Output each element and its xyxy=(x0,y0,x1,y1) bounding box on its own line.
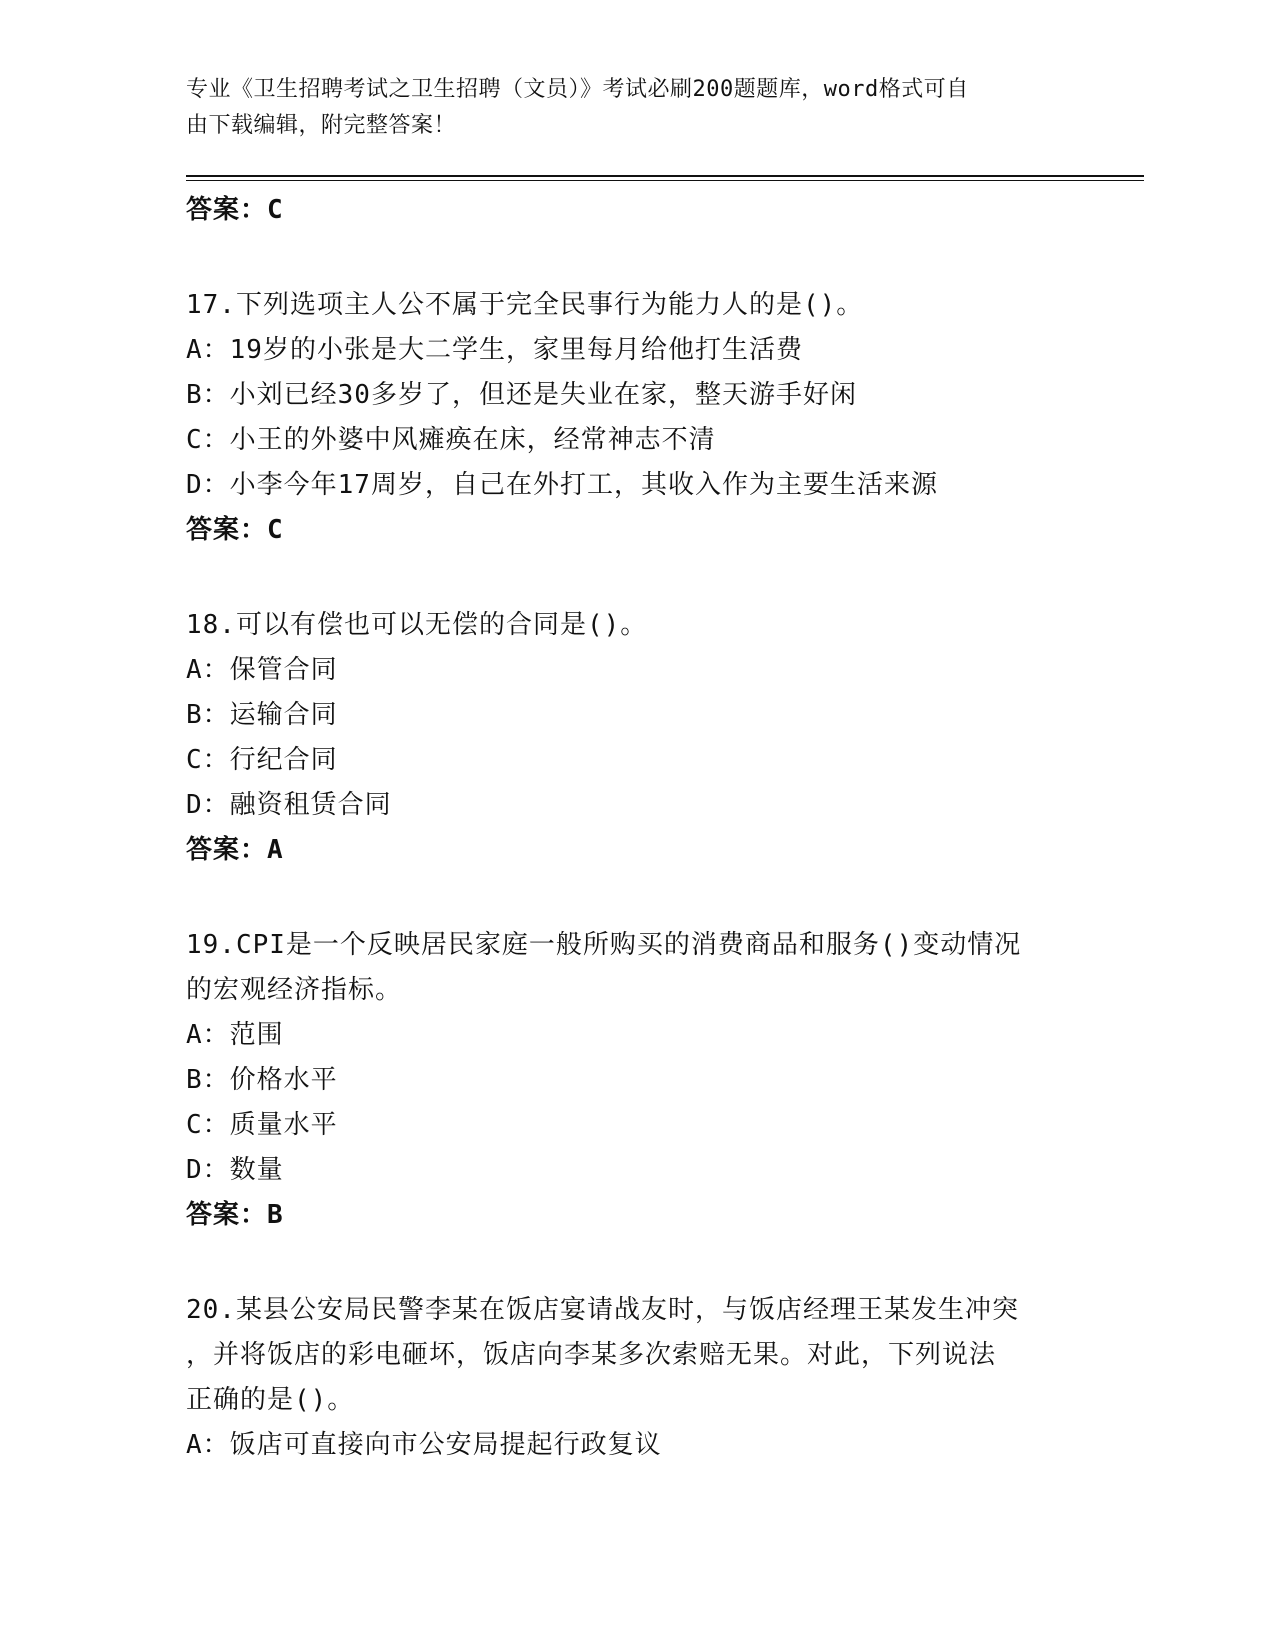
option-c: C：质量水平 xyxy=(186,1110,338,1140)
header-divider-thick xyxy=(186,175,1144,177)
question-block xyxy=(186,283,1066,553)
question-block xyxy=(186,603,1066,873)
option-b: B：小刘已经30多岁了，但还是失业在家，整天游手好闲 xyxy=(186,380,857,410)
spacer xyxy=(186,873,1066,923)
option-c: C：行纪合同 xyxy=(186,745,338,775)
spacer xyxy=(186,233,1066,283)
question-stem: 20.某县公安局民警李某在饭店宴请战友时，与饭店经理王某发生冲突 xyxy=(186,1295,1019,1325)
option-d: D：小李今年17周岁，自己在外打工，其收入作为主要生活来源 xyxy=(186,470,938,500)
question-stem-continued: 正确的是()。 xyxy=(186,1385,355,1415)
question-stem: 19.CPI是一个反映居民家庭一般所购买的消费商品和服务()变动情况 xyxy=(186,930,1022,960)
question-stem-continued: ，并将饭店的彩电砸坏，饭店向李某多次索赔无果。对此，下列说法 xyxy=(186,1340,997,1370)
option-a: A：保管合同 xyxy=(186,655,338,685)
question-block xyxy=(186,1288,1066,1468)
header-line-1: 专业《卫生招聘考试之卫生招聘（文员）》考试必刷200题题库，word格式可自 xyxy=(186,77,969,102)
spacer xyxy=(186,1238,1066,1288)
question-stem: 17.下列选项主人公不属于完全民事行为能力人的是()。 xyxy=(186,290,864,320)
question-stem: 18.可以有偿也可以无偿的合同是()。 xyxy=(186,610,648,640)
option-b: B：价格水平 xyxy=(186,1065,338,1095)
document-body xyxy=(186,188,1066,1468)
answer-line: 答案：C xyxy=(186,515,284,545)
question-stem-continued: 的宏观经济指标。 xyxy=(186,975,403,1005)
option-d: D：数量 xyxy=(186,1155,284,1185)
option-a: A：范围 xyxy=(186,1020,284,1050)
spacer xyxy=(186,553,1066,603)
header-divider-thin xyxy=(186,180,1144,181)
option-c: C：小王的外婆中风瘫痪在床，经常神志不清 xyxy=(186,425,716,455)
answer-line: 答案：C xyxy=(186,195,284,225)
option-d: D：融资租赁合同 xyxy=(186,790,392,820)
header-line-2: 由下载编辑，附完整答案！ xyxy=(186,113,457,138)
option-b: B：运输合同 xyxy=(186,700,338,730)
answer-line: 答案：B xyxy=(186,1200,284,1230)
option-a: A：饭店可直接向市公安局提起行政复议 xyxy=(186,1430,662,1460)
question-block xyxy=(186,923,1066,1238)
answer-line: 答案：A xyxy=(186,835,284,865)
document-header xyxy=(186,72,1066,144)
option-a: A：19岁的小张是大二学生，家里每月给他打生活费 xyxy=(186,335,803,365)
